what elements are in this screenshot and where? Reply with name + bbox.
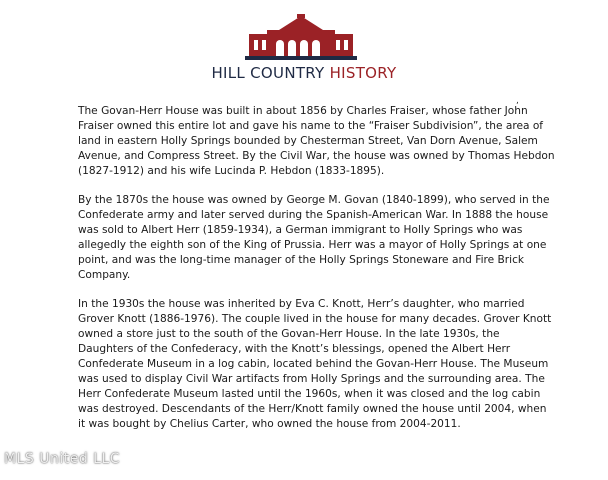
historic-building-icon bbox=[245, 14, 357, 60]
document-body bbox=[78, 104, 556, 446]
paragraph-2: By the 1870s the house was owned by George M. Govan (1840-1899), who served in the Confederate army and later served during the Spanish-American War. In 1888 the house was sold to Albert Herr (1859-1934), a German immigrant to Holly Springs who was allegedly the eighth son of the King of Prussia. Herr was a mayor of Holly Springs at one point, and was the long-time manager of the Holly Springs Stoneware and Fire Brick Company. bbox=[78, 194, 550, 281]
logo-title-word2: HISTORY bbox=[329, 64, 397, 82]
paragraph-1: The Govan-Herr House was built in about 1856 by Charles Fraiser, whose father John Fraiser owned this entire lot and gave his name to the “Fraiser Subdivision”, the area of land in eastern Holly Springs bounded by Chesterman Street, Van Dorn Avenue, Salem Avenue, and Compress Street. By the Civil War, the house was owned by Thomas Hebdon (1827-1912) and his wife Lucinda P. Hebdon (1833-1895). bbox=[78, 105, 555, 177]
logo bbox=[0, 8, 608, 88]
mls-watermark: MLS United LLC bbox=[4, 451, 121, 467]
paragraph-3: In the 1930s the house was inherited by Eva C. Knott, Herr’s daughter, who married Grover Knott (1886-1976). The couple lived in the house for many decades. Grover Knott owned a store just to the south of the Govan-Herr House. In the late 1930s, the Daughters of the Confederacy, with the Knott’s blessings, opened the Albert Herr Confederate Museum in a log cabin, located behind the Govan-Herr House. The Museum was used to display Civil War artifacts from Holly Springs and the surrounding area. The Herr Confederate Museum lasted until the 1960s, when it was closed and the log cabin was destroyed. Descendants of the Herr/Knott family owned the house until 2004, when it was bought by Chelius Carter, who owned the house from 2004-2011. bbox=[78, 298, 552, 430]
logo-title-word1: HILL COUNTRY bbox=[211, 64, 330, 82]
logo-title bbox=[0, 64, 608, 82]
stray-mark: , bbox=[516, 96, 519, 106]
